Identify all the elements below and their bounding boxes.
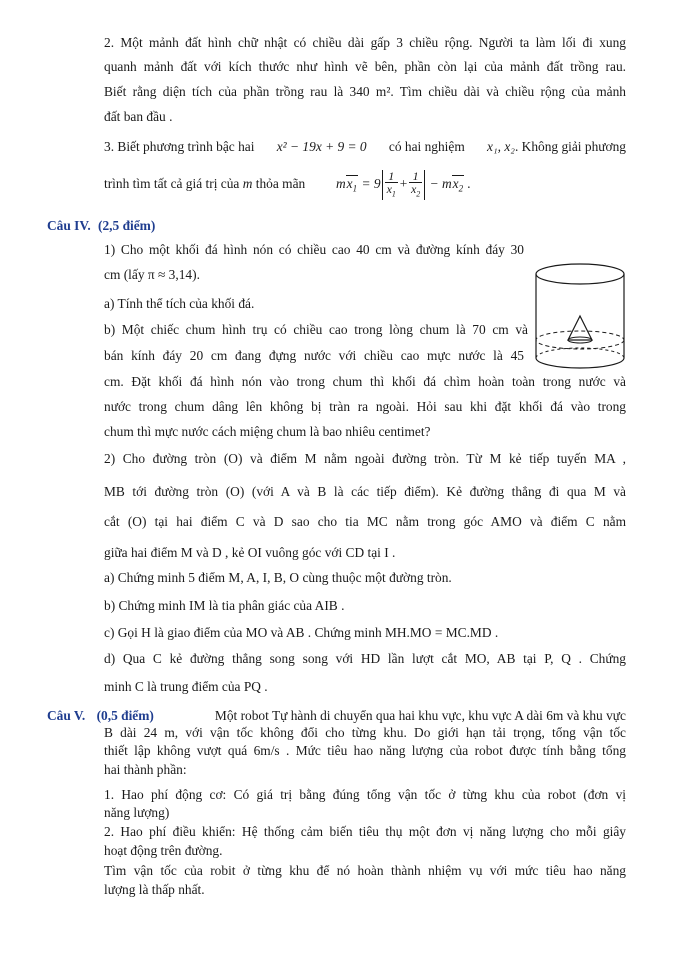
q5-line: Tìm vận tốc của robit ở từng khu để nó hoàn thành nhiệm vụ với mức tiêu hao năng: [104, 863, 626, 878]
q5-title: Câu V.: [47, 708, 86, 723]
cylinder-cone-figure: [532, 260, 632, 374]
q4-p1-line: 1) Cho một khối đá hình nón có chiều cao 40 cm và đường kính đáy 30: [104, 242, 524, 257]
q4-p1-line: nước trong chum dâng lên không bị tràn ra ngoài. Hỏi sau khi đặt khối đá vào trong: [104, 399, 626, 414]
q4-p1-line: cm (lấy π ≈ 3,14).: [104, 267, 200, 282]
p3-text-a: 3. Biết phương trình bậc hai: [104, 139, 255, 154]
q5-line: thiết lập không vượt quá 6m/s . Mức tiêu hao năng lượng của robot được tính bằng tổng: [104, 743, 626, 758]
p2-line-1: 2. Một mảnh đất hình chữ nhật có chiều dài gấp 3 chiều rộng. Người ta làm lối đi xung: [104, 35, 626, 50]
q4-p2-line: a) Chứng minh 5 điểm M, A, I, B, O cùng thuộc một đường tròn.: [104, 570, 452, 585]
q4-p2-line: giữa hai điểm M và D , kẻ OI vuông góc với CD tại I .: [104, 545, 396, 560]
q4-p1-line: cm. Đặt khối đá hình nón vào trong chum thì khối đá chìm hoàn toàn trong nước và: [104, 374, 626, 389]
p3-line-1: [104, 139, 626, 155]
cylinder-bottom-rim: [536, 358, 624, 368]
q5-line-1: [47, 708, 626, 724]
p3-line-2: [104, 176, 305, 192]
p2-line-4: đất ban đầu .: [104, 109, 173, 124]
q5-line: B dài 24 m, với vận tốc không đổi cho từng khu. Do giới hạn tải trọng, tổng vận tốc: [104, 725, 626, 740]
p3-text-c: . Không giải phương: [514, 139, 626, 154]
p3-text-b: có hai nghiệm: [388, 139, 465, 154]
p3-roots: x₁, x₂: [487, 139, 515, 154]
q4-heading: [47, 218, 155, 234]
cylinder-top-rim: [536, 264, 624, 284]
q4-p1-line: b) Một chiếc chum hình trụ có chiều cao trong lòng chum là 70 cm và: [104, 322, 528, 337]
p3-text-d: trình tìm tất cả giá trị của: [104, 176, 240, 191]
q4-p2-line: minh C là trung điểm của PQ .: [104, 679, 268, 694]
q4-p2-line: b) Chứng minh IM là tia phân giác của AIB .: [104, 598, 345, 613]
q4-p2-line: d) Qua C kẻ đường thẳng song song với HD lần lượt cắt MO, AB tại P, Q . Chứng: [104, 651, 626, 666]
q5-line: lượng là thấp nhất.: [104, 882, 205, 897]
q4-p2-line: MB tới đường tròn (O) (với A và B là các tiếp điểm). Kẻ đường thẳng đi qua M và: [104, 484, 626, 499]
p3-text-e: thỏa mãn: [255, 176, 306, 191]
p3-condition-formula: $mx_1 = 9$ $\frac{1}{x_1}$ + $\frac{1}{x_2}$ − $mx_2$ .: [336, 168, 471, 199]
q5-line: 2. Hao phí điều khiển: Hệ thống cảm biến tiêu thụ một đơn vị năng lượng cho mỗi giây: [104, 824, 626, 839]
p3-equation: x² − 19x + 9 = 0: [276, 139, 367, 154]
q5-text-1: Một robot Tự hành di chuyển qua hai khu vực, khu vực A dài 6m và khu vực: [214, 708, 626, 723]
stone-cone: [568, 316, 592, 340]
q5-line: 1. Hao phí động cơ: Có giá trị bằng đúng tổng vận tốc ở từng khu của robot (đơn vị: [104, 787, 626, 802]
q4-score: (2,5 điểm): [98, 218, 156, 233]
p2-line-3: Biết rằng diện tích của phần trồng rau là 340 m². Tìm chiều dài và chiều rộng của mảnh: [104, 84, 626, 99]
q4-title: Câu IV.: [47, 218, 91, 233]
q4-p1-line: chum thì mực nước cách miệng chum là bao nhiêu centimet?: [104, 424, 431, 439]
p2-line-2: quanh mảnh đất với kích thước như hình vẽ bên, phần còn lại của mảnh đất trồng rau.: [104, 59, 626, 74]
q5-line: năng lượng): [104, 805, 170, 820]
q5-line: hoạt động trên đường.: [104, 843, 223, 858]
q4-p1-line: bán kính đáy 20 cm đang đựng nước với chiều cao mực nước là 45: [104, 348, 524, 363]
q5-score: (0,5 điểm): [96, 708, 154, 723]
q4-p2-line: cắt (O) tại hai điểm C và D sao cho tia MC nằm trong góc AMO và điểm C nằm: [104, 514, 626, 529]
q4-p1-line: a) Tính thể tích của khối đá.: [104, 296, 255, 311]
p3-m: m: [242, 176, 253, 191]
q4-p2-line: 2) Cho đường tròn (O) và điểm M nằm ngoài đường tròn. Từ M kẻ tiếp tuyến MA ,: [104, 451, 626, 466]
q4-p2-line: c) Gọi H là giao điểm của MO và AB . Chứng minh MH.MO = MC.MD .: [104, 625, 499, 640]
q5-line: hai thành phần:: [104, 762, 187, 777]
cylinder-bottom-hidden: [536, 348, 624, 358]
